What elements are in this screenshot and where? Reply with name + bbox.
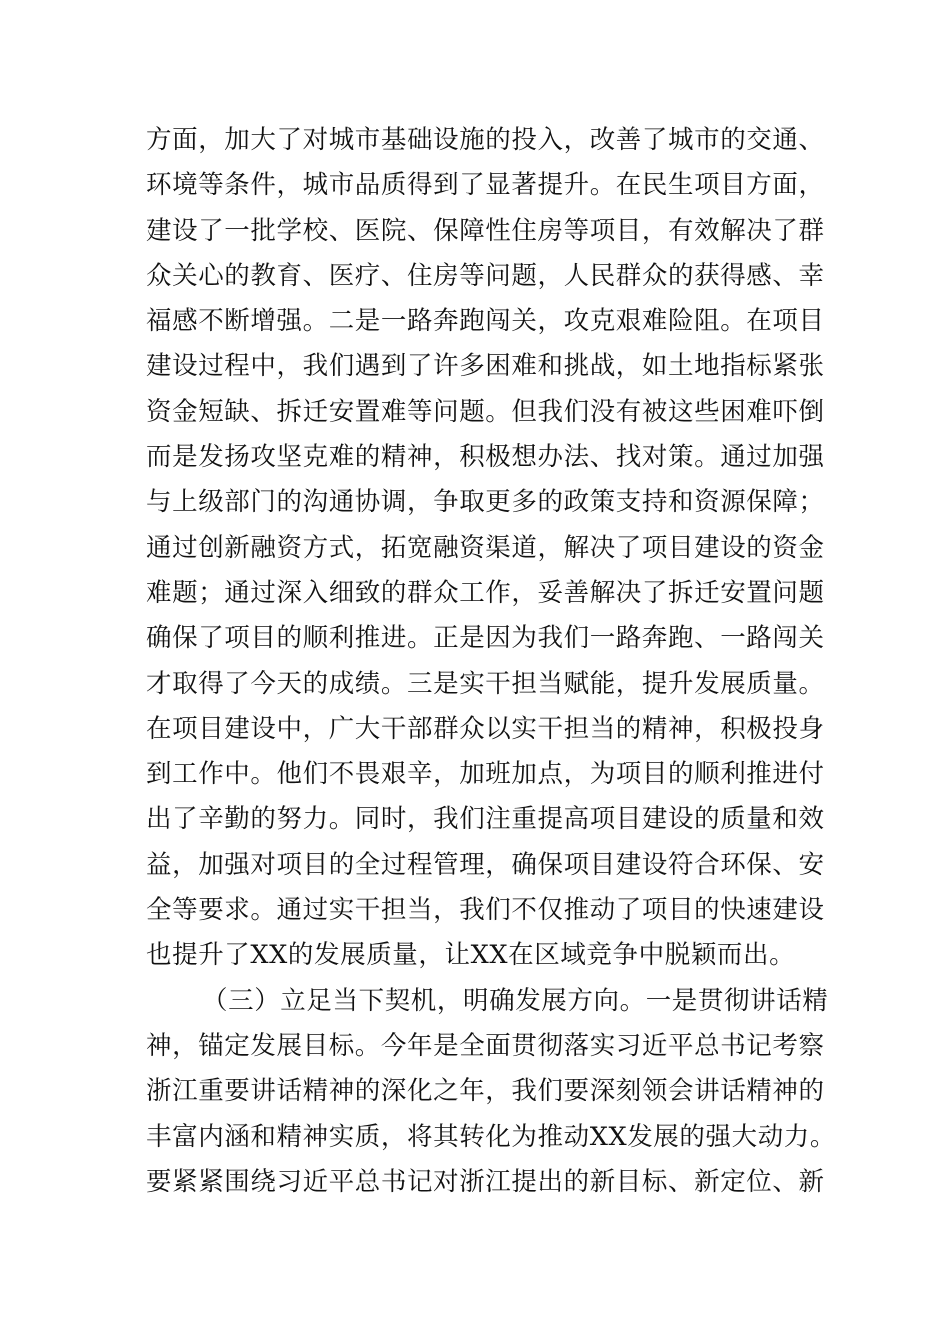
text-line-11: 难题；通过深入细致的群众工作，妥善解决了拆迁安置问题: [146, 577, 825, 608]
text-line-13: 才取得了今天的成绩。三是实干担当赋能，提升发展质量。: [146, 668, 825, 699]
text-line-4: 众关心的教育、医疗、住房等问题，人民群众的获得感、幸: [146, 260, 825, 291]
text-line-14: 在项目建设中，广大干部群众以实干担当的精神，积极投身: [146, 713, 825, 744]
text-line-5: 福感不断增强。二是一路奔跑闯关，攻克艰难险阻。在项目: [146, 306, 825, 337]
text-line-22: 浙江重要讲话精神的深化之年，我们要深刻领会讲话精神的: [146, 1076, 825, 1107]
text-line-6: 建设过程中，我们遇到了许多困难和挑战，如土地指标紧张: [146, 351, 825, 382]
section-heading-line: （三）立足当下契机，明确发展方向。一是贯彻讲话精: [202, 985, 829, 1016]
text-line-2: 环境等条件，城市品质得到了显著提升。在民生项目方面，: [146, 170, 825, 201]
body-text: [146, 118, 837, 1205]
text-line-1: 方面，加大了对城市基础设施的投入，改善了城市的交通、: [146, 125, 825, 155]
text-line-7: 资金短缺、拆迁安置难等问题。但我们没有被这些困难吓倒: [146, 396, 825, 427]
text-line-17: 益，加强对项目的全过程管理，确保项目建设符合环保、安: [146, 849, 825, 880]
text-line-24: 要紧紧围绕习近平总书记对浙江提出的新目标、新定位、新: [146, 1166, 825, 1197]
text-line-18: 全等要求。通过实干担当，我们不仅推动了项目的快速建设: [146, 895, 825, 926]
text-line-10: 通过创新融资方式，拓宽融资渠道，解决了项目建设的资金: [146, 532, 825, 563]
text-line-12: 确保了项目的顺利推进。正是因为我们一路奔跑、一路闯关: [146, 623, 825, 654]
text-line-9: 与上级部门的沟通协调，争取更多的政策支持和资源保障；: [146, 487, 825, 518]
text-line-21: 神，锚定发展目标。今年是全面贯彻落实习近平总书记考察: [146, 1030, 825, 1061]
text-line-15: 到工作中。他们不畏艰辛，加班加点，为项目的顺利推进付: [146, 759, 825, 790]
text-line-16: 出了辛勤的努力。同时，我们注重提高项目建设的质量和效: [146, 804, 825, 835]
text-line-23: 丰富内涵和精神实质，将其转化为推动XX发展的强大动力。: [146, 1121, 837, 1152]
text-line-3: 建设了一批学校、医院、保障性住房等项目，有效解决了群: [146, 215, 825, 246]
text-line-19: 也提升了XX的发展质量，让XX在区域竞争中脱颖而出。: [146, 940, 796, 971]
text-line-8: 而是发扬攻坚克难的精神，积极想办法、找对策。通过加强: [146, 442, 825, 473]
